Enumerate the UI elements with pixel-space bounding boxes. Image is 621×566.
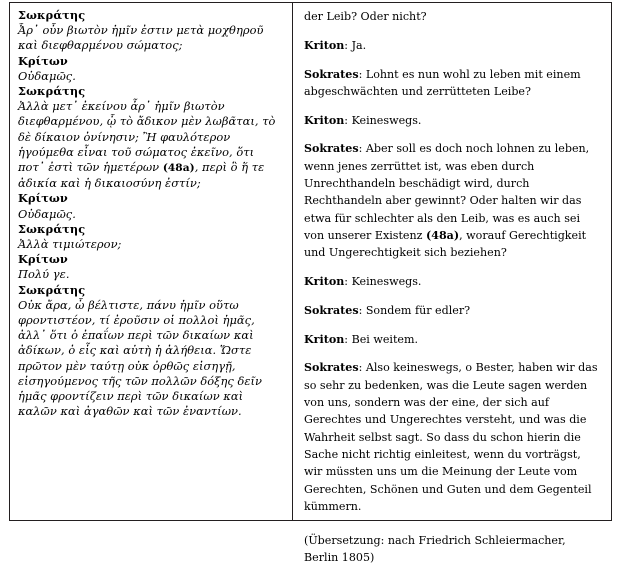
greek-speech-line <box>18 99 284 191</box>
greek-speaker-label: Σωκράτης <box>18 84 86 99</box>
german-translation-column <box>293 3 611 564</box>
german-paragraph <box>304 112 601 129</box>
greek-speech-text-continued: , περὶ ὃ ἥ τε ἀδικία καὶ ἡ δικαιοσύνη ἐστίν; <box>18 160 265 191</box>
german-speech-text: Sondem für edler? <box>365 303 471 317</box>
german-speaker-label: Sokrates <box>304 361 359 375</box>
stephanus-reference-48a: (48a) <box>162 162 195 175</box>
stephanus-reference-48a: (48a) <box>426 228 460 242</box>
german-speaker-separator: : <box>358 361 366 375</box>
german-speaker-separator: : <box>344 332 352 346</box>
german-paragraph <box>304 140 601 261</box>
greek-speaker-label: Κρίτων <box>18 252 68 267</box>
german-speaker-label: Kriton <box>304 332 345 346</box>
german-speech-text: Bei weitem. <box>351 332 419 346</box>
german-speech-text: Also keineswegs, o Bester, haben wir das so sehr zu bedenken, was die Leute sagen werden von uns, sondern was der eine, der sich auf Gerechtes und Ungerechtes versteht, und was die Wahrheit selbst sagt. So dass du schon hierin die Sache nicht richtig einleitest, wenn du vorträgst, wir müssten uns um die Meinung der Leute vom Gerechten, Schönen und Guten und dem Gegenteil kümmern. <box>304 361 598 513</box>
german-speech-text: der Leib? Oder nicht? <box>304 10 427 23</box>
greek-speech-line: Ἆρ᾽ οὖν βιωτὸν ἡμῖν ἐστιν μετὰ μοχθηροῦ καὶ διεφθαρμένου σώματος; <box>18 23 264 53</box>
translation-source-note: (Übersetzung: nach Friedrich Schleiermacher, Berlin 1805) <box>304 533 566 564</box>
german-speaker-label: Kriton <box>304 275 345 289</box>
greek-speech-line: Οὐκ ἄρα, ὦ βέλτιστε, πάνυ ἡμῖν οὕτω φροντιστέον, τί ἐροῦσιν οἱ πολλοὶ ἡμᾶς, ἀλλ᾽ ὅτι ὁ ἐπαΐων περὶ τῶν δικαίων καὶ ἀδίκων, ὁ εἷς καὶ αὐτὴ ἡ ἀλήθεια. Ὥστε πρῶτον μὲν ταύτῃ οὐκ ὀρθῶς εἰσηγῇ, εἰσηγούμενος τῆς τῶν πολλῶν δόξης δεῖν ἡμᾶς φροντίζειν περὶ τῶν δικαίων καὶ καλῶν καὶ ἀγαθῶν καὶ τῶν ἐναντίων. <box>18 297 263 419</box>
greek-speaker-label: Σωκράτης <box>18 8 86 22</box>
german-speaker-separator: : <box>344 275 352 289</box>
german-speaker-label: Sokrates <box>304 303 359 317</box>
german-paragraph <box>304 273 601 290</box>
greek-text-column <box>10 3 293 520</box>
german-speaker-label: Kriton <box>304 113 345 127</box>
greek-speaker-label: Κρίτων <box>18 53 68 68</box>
german-speaker-separator: : <box>358 303 366 317</box>
german-speaker-separator: : <box>344 38 352 52</box>
bilingual-parallel-text-table <box>9 2 612 564</box>
greek-speech-line: Οὐδαμῶς. <box>18 206 76 221</box>
greek-speech-line: Ἀλλὰ τιμιώτερον; <box>18 237 122 252</box>
german-speaker-separator: : <box>344 113 352 127</box>
german-paragraph <box>304 66 601 101</box>
german-speaker-label: Sokrates <box>304 67 359 81</box>
german-paragraph-continuation <box>304 8 601 25</box>
german-speech-text: Aber soll es doch noch lohnen zu leben, wenn jenes zerrüttet ist, was eben durch Unrechthandeln beschädigt wird, durch Rechthandeln aber gewinnt? Oder halten wir das etwa für schlechter als den Leib, was es auch sei von unserer Existenz <box>304 142 590 242</box>
german-paragraph <box>304 331 601 348</box>
german-speaker-separator: : <box>358 67 366 81</box>
german-speaker-separator: : <box>358 142 366 156</box>
greek-speaker-label: Κρίτων <box>18 191 68 206</box>
german-paragraph <box>304 302 601 319</box>
german-paragraph <box>304 37 601 54</box>
german-speech-text-continued: , worauf Gerechtigkeit und Ungerechtigkeit sich beziehen? <box>304 228 587 260</box>
german-paragraph <box>304 359 601 515</box>
german-speech-text: Keineswegs. <box>351 113 422 127</box>
greek-speaker-label: Σωκράτης <box>18 282 86 297</box>
greek-speech-line: Οὐδαμῶς. <box>18 68 76 83</box>
greek-speaker-label: Σωκράτης <box>18 221 86 236</box>
greek-speech-line: Πολύ γε. <box>18 267 70 282</box>
german-speech-text: Ja. <box>351 38 367 52</box>
german-speaker-label: Sokrates <box>304 142 359 156</box>
german-speech-text: Lohnt es nun wohl zu leben mit einem abgeschwächten und zerrütteten Leibe? <box>304 67 581 98</box>
german-speaker-label: Kriton <box>304 38 345 52</box>
german-speech-text: Keineswegs. <box>351 275 422 289</box>
greek-speech-text: Ἀλλὰ μετ᾽ ἐκείνου ἆρ᾽ ἡμῖν βιωτὸν διεφθαρμένου, ᾧ τὸ ἄδικον μὲν λωβᾶται, τὸ δὲ δίκαιον ὀνίνησιν; Ἢ φαυλότερον ἡγούμεθα εἶναι τοῦ σώματος ἐκεῖνο, ὅτι ποτ᾽ ἐστὶ τῶν ἡμετέρων <box>18 99 276 175</box>
